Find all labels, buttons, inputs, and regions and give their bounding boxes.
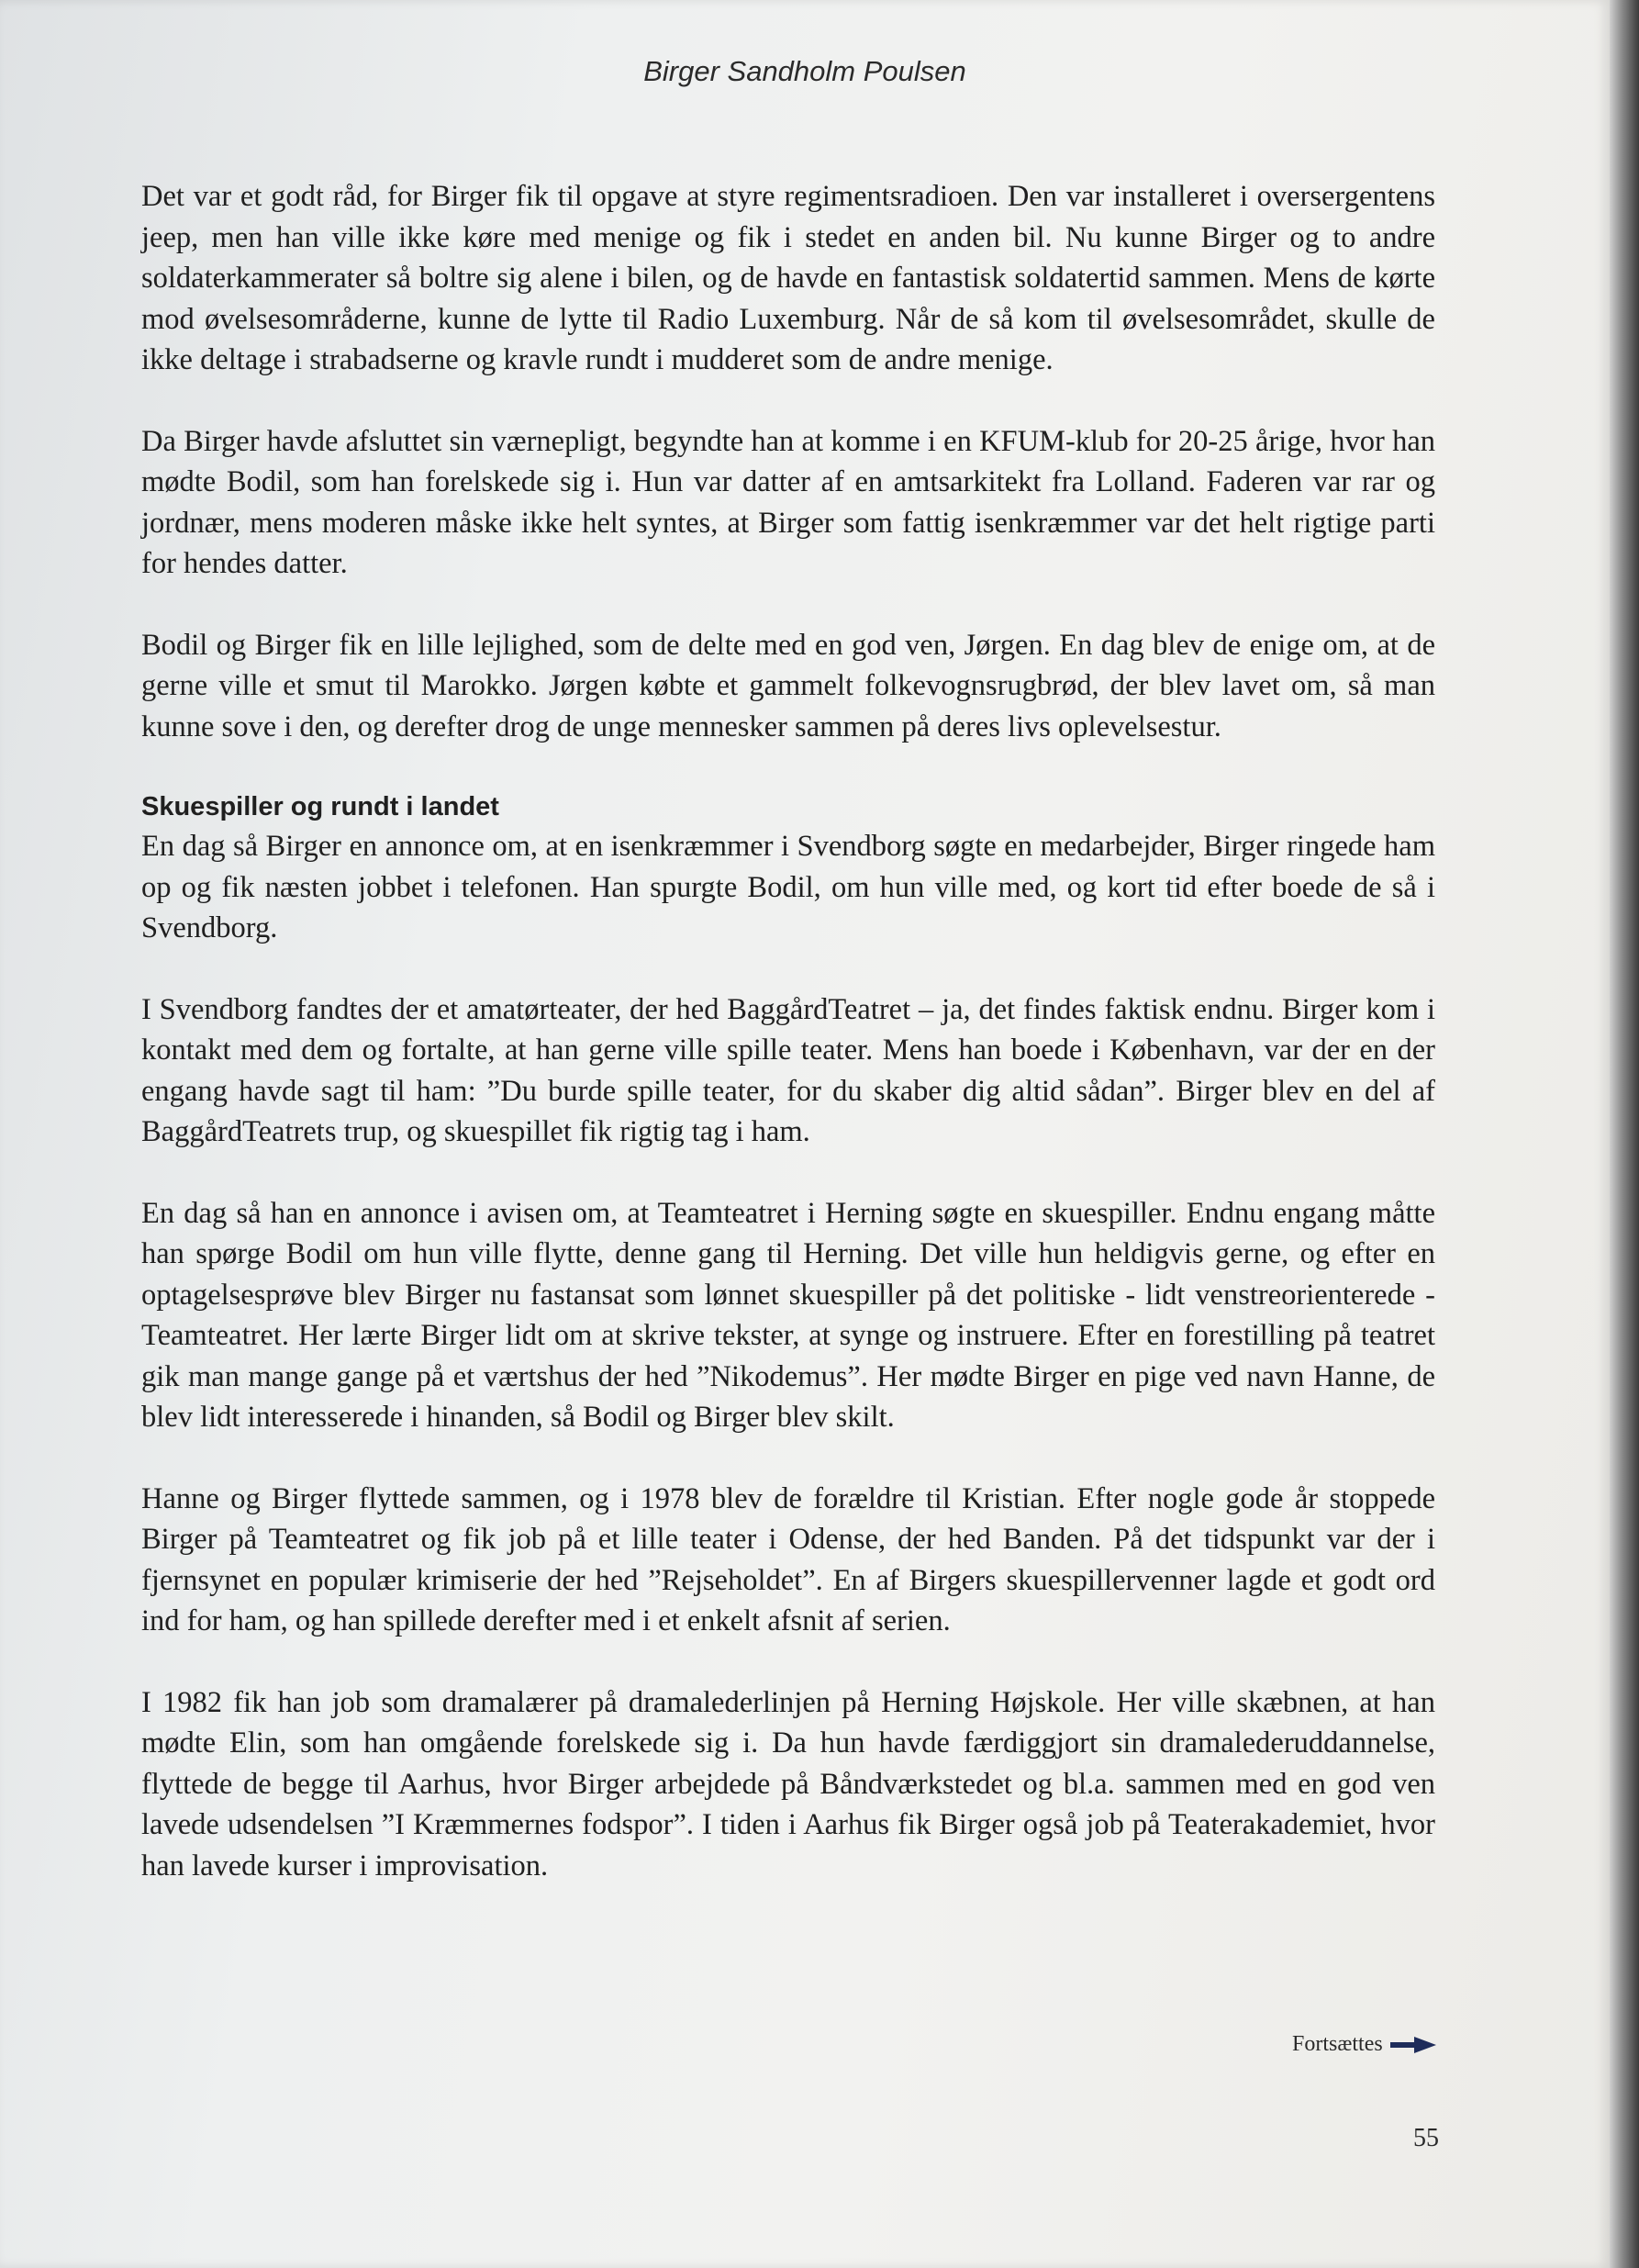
page-edge xyxy=(1610,0,1639,2268)
body-text xyxy=(141,176,1435,1886)
section-paragraph-4: Hanne og Birger flyttede sammen, og i 1978 blev de forældre til Kristian. Efter nogle gode år stoppede Birger på Teamteatret og fik job på et lille teater i Odense, der hed Banden. På det tidspunkt var der i fjernsynet en populær krimiserie der hed ”Rejseholdet”. En af Birgers skuespillervenner lagde et godt ord ind for ham, og han spillede derefter med i et enkelt afsnit af serien. xyxy=(141,1481,1435,1637)
section-paragraph-5: I 1982 fik han job som dramalærer på dramalederlinjen på Herning Højskole. Her ville skæbnen, at han mødte Elin, som han omgående forelskede sig i. Da hun havde færdiggjort sin dramalederuddannelse, flyttede de begge til Aarhus, hvor Birger arbejdede på Båndværkstedet og bl.a. sammen med en god ven lavede udsendelsen ”I Kræmmernes fodspor”. I tiden i Aarhus fik Birger også job på Teaterakademiet, hvor han lavede kurser i improvisation. xyxy=(141,1685,1435,1883)
paragraph-3: Bodil og Birger fik en lille lejlighed, som de delte med en god ven, Jørgen. En dag blev de enige om, at de gerne ville et smut til Marokko. Jørgen købte et gammelt folkevognsrugbrød, der blev lavet om, så man kunne sove i den, og derefter drog de unge mennesker sammen på deres livs oplevelsestur. xyxy=(141,628,1435,743)
continue-label: Fortsættes xyxy=(1292,2032,1383,2056)
page-number: 55 xyxy=(1413,2124,1439,2152)
continue-note xyxy=(1292,2032,1438,2057)
running-title: Birger Sandholm Poulsen xyxy=(643,55,966,87)
section-paragraph-2: I Svendborg fandtes der et amatørteater, der hed BaggårdTeatret – ja, det findes faktisk endnu. Birger kom i kontakt med dem og fortalte, at han gerne ville spille teater. Mens han boede i København, var der en der engang havde sagt til ham: ”Du burde spille teater, for du skaber dig altid sådan”. Birger blev en del af BaggårdTeatrets trup, og skuespillet fik rigtig tag i ham. xyxy=(141,992,1435,1148)
section-paragraph-3: En dag så han en annonce i avisen om, at Teamteatret i Herning søgte en skuespiller. Endnu engang måtte han spørge Bodil om hun ville flytte, denne gang til Herning. Det ville hun heldigvis gerne, og efter en optagelsesprøve blev Birger nu fastansat som lønnet skuespiller på det politiske - lidt venstreorienterede - Teamteatret. Her lærte Birger lidt om at skrive tekster, at synge og instruere. Efter en forestilling på teatret gik man mange gange på et værtshus der hed ”Nikodemus”. Her mødte Birger en pige ved navn Hanne, de blev lidt interesserede i hinanden, så Bodil og Birger blev skilt. xyxy=(141,1196,1435,1434)
paragraph-2: Da Birger havde afsluttet sin værnepligt, begyndte han at komme i en KFUM-klub for 20-25 årige, hvor han mødte Bodil, som han forelskede sig i. Hun var datter af en amtsarkitekt fra Lolland. Faderen var rar og jordnær, mens moderen måske ikke helt syntes, at Birger som fattig isenkræmmer var det helt rigtige parti for hendes datter. xyxy=(141,424,1435,580)
section-heading: Skuespiller og rundt i landet xyxy=(141,792,499,821)
arrow-right-icon xyxy=(1388,2035,1438,2055)
paragraph-1: Det var et godt råd, for Birger fik til opgave at styre regimentsradioen. Den var installeret i oversergentens jeep, men han ville ikke køre med menige og fik i stedet en anden bil. Nu kunne Birger og to andre soldaterkammerater så boltre sig alene i bilen, og de havde en fantastisk soldatertid sammen. Mens de kørte mod øvelsesområderne, kunne de lytte til Radio Luxemburg. Når de så kom til øvelsesområdet, skulle de ikke deltage i strabadserne og kravle rundt i mudderet som de andre menige. xyxy=(141,180,1435,376)
section-paragraph-1: En dag så Birger en annonce om, at en isenkræmmer i Svendborg søgte en medarbejder, Birger ringede ham op og fik næsten jobbet i telefonen. Han spurgte Bodil, om hun ville med, og kort tid efter boede de så i Svendborg. xyxy=(141,830,1435,944)
